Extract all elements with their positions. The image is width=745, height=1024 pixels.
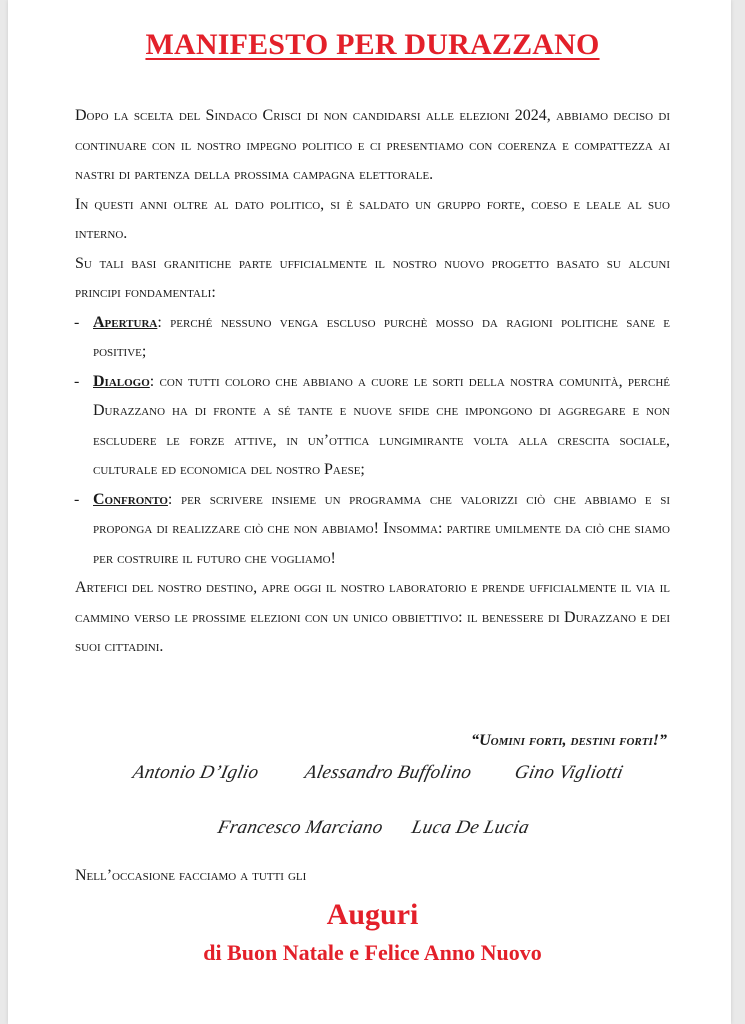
principle-item-confronto	[75, 485, 670, 574]
signature-5: Luca De Lucia	[409, 817, 532, 838]
principle-item-dialogo	[75, 367, 670, 485]
holiday-wishes: di Buon Natale e Felice Anno Nuovo	[203, 940, 542, 965]
paragraph-group: In questi anni oltre al dato politico, si è saldato un gruppo forte, coeso e leale al suo interno.	[75, 195, 670, 242]
principle-item-apertura	[75, 308, 670, 367]
principle-term: Dialogo	[93, 372, 150, 390]
principle-term: Confronto	[93, 490, 168, 508]
motto: “Uomini forti, destini forti!”	[471, 732, 667, 749]
manifesto-body	[75, 101, 670, 662]
signature-4: Francesco Marciano	[215, 817, 385, 838]
principle-text: : perché nessuno venga escluso purchè mosso da ragioni politiche sane e positive;	[93, 313, 670, 360]
occasion-text: Nell’occasione facciamo a tutti gli	[75, 867, 307, 884]
paragraph-intro: Dopo la scelta del Sindaco Crisci di non candidarsi alle elezioni 2024, abbiamo deciso di continuare con il nostro impegno politico e ci presentiamo con coerenza e compattezza ai nastri di partenza della prossima campagna elettorale.	[75, 107, 670, 183]
principle-term: Apertura	[93, 313, 158, 331]
signature-1: Antonio D’Iglio	[130, 762, 261, 783]
bullet-dash: -	[74, 313, 80, 331]
title-text: MANIFESTO PER DURAZZANO	[145, 28, 600, 61]
principle-text: : per scrivere insieme un programma che valorizzi ciò che abbiamo e si proponga di realizzare ciò che non abbiamo! Insomma: partire umilmente da ciò che siamo per costruire il futuro che vogliamo!	[93, 490, 670, 567]
principle-text: : con tutti coloro che abbiano a cuore le sorti della nostra comunità, perché Durazzano ha di fronte a sé tante e nuove sfide che impongono di aggregare e non escludere le forze attive, in un’ottica lungimirante volta alla crescita sociale, culturale ed economica del nostro Paese;	[93, 372, 670, 478]
auguri-heading: Auguri	[326, 898, 419, 931]
signature-3: Gino Vigliotti	[512, 762, 626, 783]
bullet-dash: -	[74, 490, 80, 508]
paragraph-conclusion: Artefici del nostro destino, apre oggi il nostro laboratorio e prende ufficialmente il via il cammino verso le prossime elezioni con un unico obbiettivo: il benessere di Durazzano e dei suoi cittadini.	[75, 579, 670, 655]
signature-2: Alessandro Buffolino	[302, 762, 474, 783]
document-title	[0, 28, 745, 62]
paragraph-principles-intro: Su tali basi granitiche parte ufficialmente il nostro nuovo progetto basato su alcuni principi fondamentali:	[75, 254, 670, 301]
bullet-dash: -	[74, 372, 80, 390]
